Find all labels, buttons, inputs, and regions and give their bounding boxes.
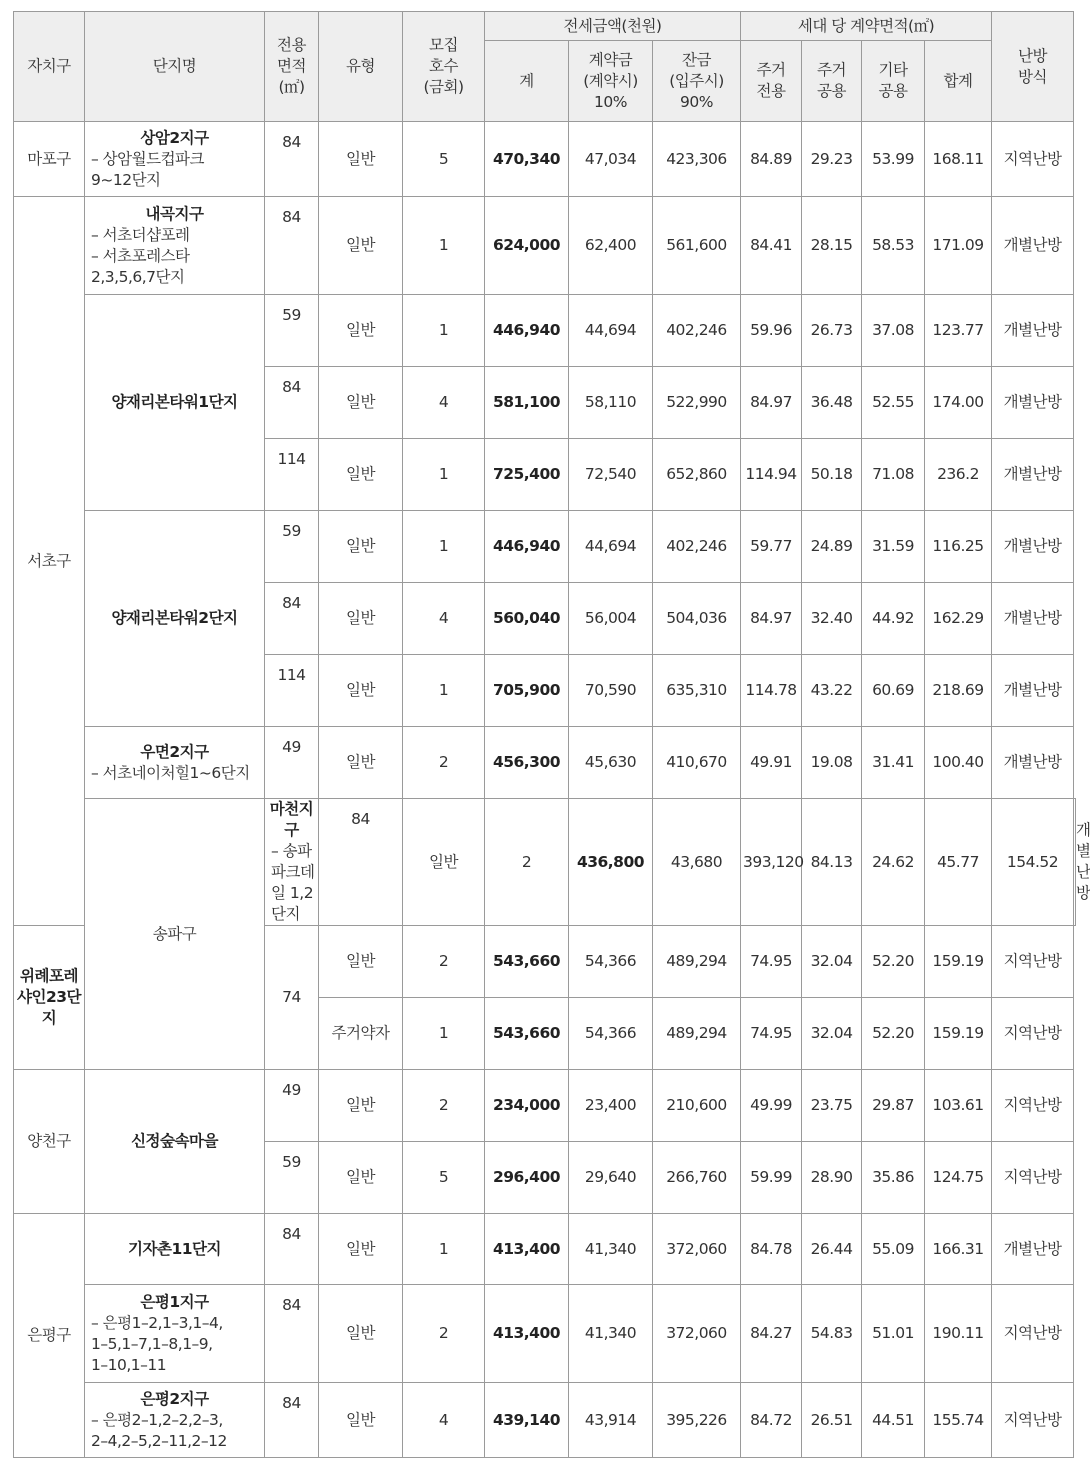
heating-cell: 지역난방 [992, 998, 1074, 1070]
total-cell: 446,940 [485, 511, 569, 583]
header-complex: 단지명 [85, 12, 265, 122]
area-sum-cell: 162.29 [925, 583, 992, 655]
units-cell: 1 [403, 295, 485, 367]
res-exclusive-cell: 84.97 [741, 583, 802, 655]
area-cell: 59 [265, 295, 319, 367]
other-common-cell: 52.20 [862, 998, 925, 1070]
complex-sub-line: 2–4,2–5,2–11,2–12 [91, 1431, 227, 1450]
total-cell: 413,400 [485, 1285, 569, 1383]
deposit-cell: 41,340 [569, 1214, 653, 1285]
res-exclusive-cell: 114.78 [741, 655, 802, 727]
units-cell: 5 [403, 1142, 485, 1214]
area-sum-cell: 171.09 [925, 197, 992, 295]
heating-cell: 지역난방 [992, 1070, 1074, 1142]
res-exclusive-cell: 114.94 [741, 439, 802, 511]
type-cell: 주거약자 [319, 998, 403, 1070]
res-exclusive-cell: 84.13 [802, 799, 862, 926]
header-price-group: 전세금액(천원) [485, 12, 741, 41]
header-area: 전용 면적 (㎡) [265, 12, 319, 122]
total-cell: 296,400 [485, 1142, 569, 1214]
res-common-cell: 28.90 [802, 1142, 862, 1214]
balance-cell: 652,860 [653, 439, 741, 511]
total-cell: 456,300 [485, 727, 569, 799]
type-cell: 일반 [319, 1142, 403, 1214]
balance-cell: 393,120 [741, 799, 802, 926]
header-res-exclusive: 주거 전용 [741, 41, 802, 122]
district-cell: 마포구 [14, 122, 85, 197]
other-common-cell: 44.92 [862, 583, 925, 655]
complex-cell [85, 1214, 265, 1285]
area-sum-cell: 154.52 [992, 799, 1074, 926]
type-cell: 일반 [319, 439, 403, 511]
deposit-cell: 43,914 [569, 1383, 653, 1458]
total-cell: 581,100 [485, 367, 569, 439]
res-common-cell: 32.04 [802, 998, 862, 1070]
deposit-cell: 47,034 [569, 122, 653, 197]
res-exclusive-cell: 59.77 [741, 511, 802, 583]
area-cell: 84 [265, 122, 319, 197]
complex-name: 위례포레샤인23단지 [17, 967, 81, 1027]
complex-sub-line: 9~12단지 [91, 170, 161, 189]
balance-cell: 635,310 [653, 655, 741, 727]
other-common-cell: 60.69 [862, 655, 925, 727]
complex-name: 양재리본타워2단지 [111, 609, 238, 627]
area-cell: 114 [265, 655, 319, 727]
balance-cell: 266,760 [653, 1142, 741, 1214]
area-sum-cell: 168.11 [925, 122, 992, 197]
total-cell: 413,400 [485, 1214, 569, 1285]
units-cell: 2 [403, 926, 485, 998]
heating-cell: 개별난방 [1074, 799, 1076, 926]
heating-cell: 개별난방 [992, 583, 1074, 655]
area-cell: 84 [265, 197, 319, 295]
area-sum-cell: 174.00 [925, 367, 992, 439]
res-exclusive-cell: 84.27 [741, 1285, 802, 1383]
total-cell: 470,340 [485, 122, 569, 197]
res-exclusive-cell: 49.91 [741, 727, 802, 799]
heating-cell: 개별난방 [992, 367, 1074, 439]
complex-name: 은평2지구 [140, 1389, 209, 1408]
balance-cell: 372,060 [653, 1285, 741, 1383]
other-common-cell: 53.99 [862, 122, 925, 197]
district-cell: 은평구 [14, 1214, 85, 1458]
total-cell: 725,400 [485, 439, 569, 511]
complex-cell [85, 295, 265, 511]
area-cell: 49 [265, 727, 319, 799]
table-row [14, 511, 1076, 583]
heating-cell: 개별난방 [992, 511, 1074, 583]
res-exclusive-cell: 84.78 [741, 1214, 802, 1285]
res-exclusive-cell: 59.99 [741, 1142, 802, 1214]
area-sum-cell: 159.19 [925, 998, 992, 1070]
balance-cell: 489,294 [653, 998, 741, 1070]
table-row [14, 1285, 1076, 1383]
deposit-cell: 70,590 [569, 655, 653, 727]
res-common-cell: 32.40 [802, 583, 862, 655]
res-common-cell: 36.48 [802, 367, 862, 439]
complex-sub-line: 2,3,5,6,7단지 [91, 267, 185, 286]
heating-cell: 개별난방 [992, 1214, 1074, 1285]
total-cell: 543,660 [485, 998, 569, 1070]
other-common-cell: 55.09 [862, 1214, 925, 1285]
type-cell: 일반 [319, 511, 403, 583]
header-res-common: 주거 공용 [802, 41, 862, 122]
res-common-cell: 43.22 [802, 655, 862, 727]
type-cell: 일반 [319, 926, 403, 998]
res-exclusive-cell: 49.99 [741, 1070, 802, 1142]
balance-cell: 522,990 [653, 367, 741, 439]
other-common-cell: 35.86 [862, 1142, 925, 1214]
area-cell: 114 [265, 439, 319, 511]
units-cell: 1 [403, 439, 485, 511]
deposit-cell: 43,680 [653, 799, 741, 926]
res-exclusive-cell: 84.41 [741, 197, 802, 295]
type-cell: 일반 [319, 583, 403, 655]
header-deposit: 계약금 (계약시) 10% [569, 41, 653, 122]
header-district: 자치구 [14, 12, 85, 122]
type-cell: 일반 [319, 295, 403, 367]
heating-cell: 지역난방 [992, 1383, 1074, 1458]
complex-sub-line: – 상암월드컵파크 [91, 149, 204, 168]
header-other-common: 기타 공용 [862, 41, 925, 122]
table-row [14, 1070, 1076, 1142]
deposit-cell: 54,366 [569, 998, 653, 1070]
other-common-cell: 71.08 [862, 439, 925, 511]
balance-cell: 395,226 [653, 1383, 741, 1458]
complex-name: 양재리본타워1단지 [111, 393, 238, 411]
type-cell: 일반 [403, 799, 485, 926]
area-cell: 74 [265, 926, 319, 1070]
complex-sub-line: – 은평2–1,2–2,2–3, [91, 1410, 223, 1429]
complex-name: 기자촌11단지 [128, 1239, 221, 1258]
res-common-cell: 29.23 [802, 122, 862, 197]
complex-name: 상암2지구 [140, 128, 209, 147]
complex-cell [85, 727, 265, 799]
res-common-cell: 28.15 [802, 197, 862, 295]
total-cell: 624,000 [485, 197, 569, 295]
type-cell: 일반 [319, 1285, 403, 1383]
res-exclusive-cell: 59.96 [741, 295, 802, 367]
total-cell: 436,800 [569, 799, 653, 926]
other-common-cell: 45.77 [925, 799, 992, 926]
units-cell: 2 [403, 727, 485, 799]
complex-name: 은평1지구 [140, 1292, 209, 1311]
type-cell: 일반 [319, 1070, 403, 1142]
balance-cell: 372,060 [653, 1214, 741, 1285]
area-cell: 84 [265, 583, 319, 655]
complex-name: 우면2지구 [140, 742, 209, 761]
complex-cell [85, 511, 265, 727]
balance-cell: 489,294 [653, 926, 741, 998]
heating-cell: 지역난방 [992, 926, 1074, 998]
district-cell: 서초구 [14, 197, 85, 926]
type-cell: 일반 [319, 122, 403, 197]
res-exclusive-cell: 84.97 [741, 367, 802, 439]
deposit-cell: 41,340 [569, 1285, 653, 1383]
units-cell: 4 [403, 367, 485, 439]
table-body [14, 122, 1090, 1458]
area-sum-cell: 103.61 [925, 1070, 992, 1142]
table-row [14, 727, 1076, 799]
complex-sub-line: – 은평1–2,1–3,1–4, [91, 1313, 223, 1332]
balance-cell: 402,246 [653, 511, 741, 583]
other-common-cell: 51.01 [862, 1285, 925, 1383]
units-cell: 1 [403, 511, 485, 583]
total-cell: 234,000 [485, 1070, 569, 1142]
table-row [14, 799, 1076, 926]
res-exclusive-cell: 74.95 [741, 926, 802, 998]
rental-listing-table [13, 11, 1090, 1458]
heating-cell: 지역난방 [992, 1142, 1074, 1214]
balance-cell: 210,600 [653, 1070, 741, 1142]
complex-cell [85, 197, 265, 295]
table-row [14, 1214, 1076, 1285]
area-sum-cell: 190.11 [925, 1285, 992, 1383]
complex-cell [85, 122, 265, 197]
balance-cell: 423,306 [653, 122, 741, 197]
other-common-cell: 58.53 [862, 197, 925, 295]
heating-cell: 지역난방 [992, 1285, 1074, 1383]
res-exclusive-cell: 84.89 [741, 122, 802, 197]
units-cell: 1 [403, 1214, 485, 1285]
deposit-cell: 58,110 [569, 367, 653, 439]
header-balance: 잔금 (입주시) 90% [653, 41, 741, 122]
complex-name: 신정숲속마을 [131, 1132, 218, 1150]
heating-cell: 개별난방 [992, 655, 1074, 727]
units-cell: 1 [403, 655, 485, 727]
other-common-cell: 31.41 [862, 727, 925, 799]
type-cell: 일반 [319, 367, 403, 439]
deposit-cell: 62,400 [569, 197, 653, 295]
total-cell: 439,140 [485, 1383, 569, 1458]
complex-name: 마천지구 [269, 800, 314, 839]
units-cell: 1 [403, 197, 485, 295]
res-common-cell: 19.08 [802, 727, 862, 799]
complex-cell [85, 1070, 265, 1214]
area-sum-cell: 123.77 [925, 295, 992, 367]
res-common-cell: 24.89 [802, 511, 862, 583]
header-total: 계 [485, 41, 569, 122]
res-common-cell: 24.62 [862, 799, 925, 926]
res-exclusive-cell: 84.72 [741, 1383, 802, 1458]
area-sum-cell: 236.2 [925, 439, 992, 511]
area-cell: 59 [265, 511, 319, 583]
other-common-cell: 52.55 [862, 367, 925, 439]
area-cell: 84 [265, 1214, 319, 1285]
res-common-cell: 23.75 [802, 1070, 862, 1142]
area-sum-cell: 166.31 [925, 1214, 992, 1285]
area-cell: 84 [319, 799, 403, 926]
res-common-cell: 32.04 [802, 926, 862, 998]
total-cell: 446,940 [485, 295, 569, 367]
other-common-cell: 44.51 [862, 1383, 925, 1458]
units-cell: 2 [403, 1285, 485, 1383]
units-cell: 2 [485, 799, 569, 926]
area-cell: 84 [265, 1285, 319, 1383]
complex-cell [14, 926, 85, 1070]
res-common-cell: 54.83 [802, 1285, 862, 1383]
other-common-cell: 31.59 [862, 511, 925, 583]
deposit-cell: 54,366 [569, 926, 653, 998]
complex-sub-line: – 서초더샵포레 [91, 225, 190, 244]
units-cell: 1 [403, 998, 485, 1070]
type-cell: 일반 [319, 1214, 403, 1285]
deposit-cell: 56,004 [569, 583, 653, 655]
heating-cell: 개별난방 [992, 197, 1074, 295]
complex-sub-line: 1–5,1–7,1–8,1–9, [91, 1334, 213, 1353]
heating-cell: 개별난방 [992, 439, 1074, 511]
area-cell: 59 [265, 1142, 319, 1214]
total-cell: 705,900 [485, 655, 569, 727]
deposit-cell: 72,540 [569, 439, 653, 511]
table-row [14, 122, 1076, 197]
type-cell: 일반 [319, 655, 403, 727]
balance-cell: 410,670 [653, 727, 741, 799]
other-common-cell: 52.20 [862, 926, 925, 998]
heating-cell: 개별난방 [992, 295, 1074, 367]
header-area-group: 세대 당 계약면적(㎡) [741, 12, 992, 41]
deposit-cell: 44,694 [569, 511, 653, 583]
units-cell: 5 [403, 122, 485, 197]
complex-name: 내곡지구 [145, 204, 204, 223]
complex-cell [85, 1285, 265, 1383]
res-exclusive-cell: 74.95 [741, 998, 802, 1070]
table-row [14, 295, 1076, 367]
table-row [14, 197, 1076, 295]
balance-cell: 561,600 [653, 197, 741, 295]
res-common-cell: 26.73 [802, 295, 862, 367]
complex-sub-line: 1–10,1–11 [91, 1355, 167, 1374]
deposit-cell: 44,694 [569, 295, 653, 367]
area-cell: 84 [265, 367, 319, 439]
balance-cell: 504,036 [653, 583, 741, 655]
header-type: 유형 [319, 12, 403, 122]
header-heating: 난방 방식 [992, 12, 1074, 122]
other-common-cell: 29.87 [862, 1070, 925, 1142]
heating-cell: 지역난방 [992, 122, 1074, 197]
complex-sub-line: – 서초네이처힐1~6단지 [91, 763, 250, 782]
area-cell: 49 [265, 1070, 319, 1142]
type-cell: 일반 [319, 727, 403, 799]
balance-cell: 402,246 [653, 295, 741, 367]
heating-cell: 개별난방 [992, 727, 1074, 799]
type-cell: 일반 [319, 197, 403, 295]
complex-cell [85, 1383, 265, 1458]
total-cell: 560,040 [485, 583, 569, 655]
district-cell: 송파구 [85, 799, 265, 1070]
complex-cell [265, 799, 319, 926]
area-cell: 84 [265, 1383, 319, 1458]
area-sum-cell: 159.19 [925, 926, 992, 998]
type-cell: 일반 [319, 1383, 403, 1458]
units-cell: 2 [403, 1070, 485, 1142]
table-row [14, 1383, 1076, 1458]
units-cell: 4 [403, 583, 485, 655]
area-sum-cell: 218.69 [925, 655, 992, 727]
deposit-cell: 29,640 [569, 1142, 653, 1214]
header-units: 모집 호수 (금회) [403, 12, 485, 122]
res-common-cell: 26.44 [802, 1214, 862, 1285]
area-sum-cell: 124.75 [925, 1142, 992, 1214]
area-sum-cell: 116.25 [925, 511, 992, 583]
total-cell: 543,660 [485, 926, 569, 998]
complex-sub-line: – 서초포레스타 [91, 246, 190, 265]
header-area-sum: 합계 [925, 41, 992, 122]
deposit-cell: 45,630 [569, 727, 653, 799]
res-common-cell: 26.51 [802, 1383, 862, 1458]
complex-sub-line: – 송파파크데일 1,2단지 [271, 842, 315, 923]
area-sum-cell: 100.40 [925, 727, 992, 799]
other-common-cell: 37.08 [862, 295, 925, 367]
res-common-cell: 50.18 [802, 439, 862, 511]
deposit-cell: 23,400 [569, 1070, 653, 1142]
area-sum-cell: 155.74 [925, 1383, 992, 1458]
units-cell: 4 [403, 1383, 485, 1458]
district-cell: 양천구 [14, 1070, 85, 1214]
